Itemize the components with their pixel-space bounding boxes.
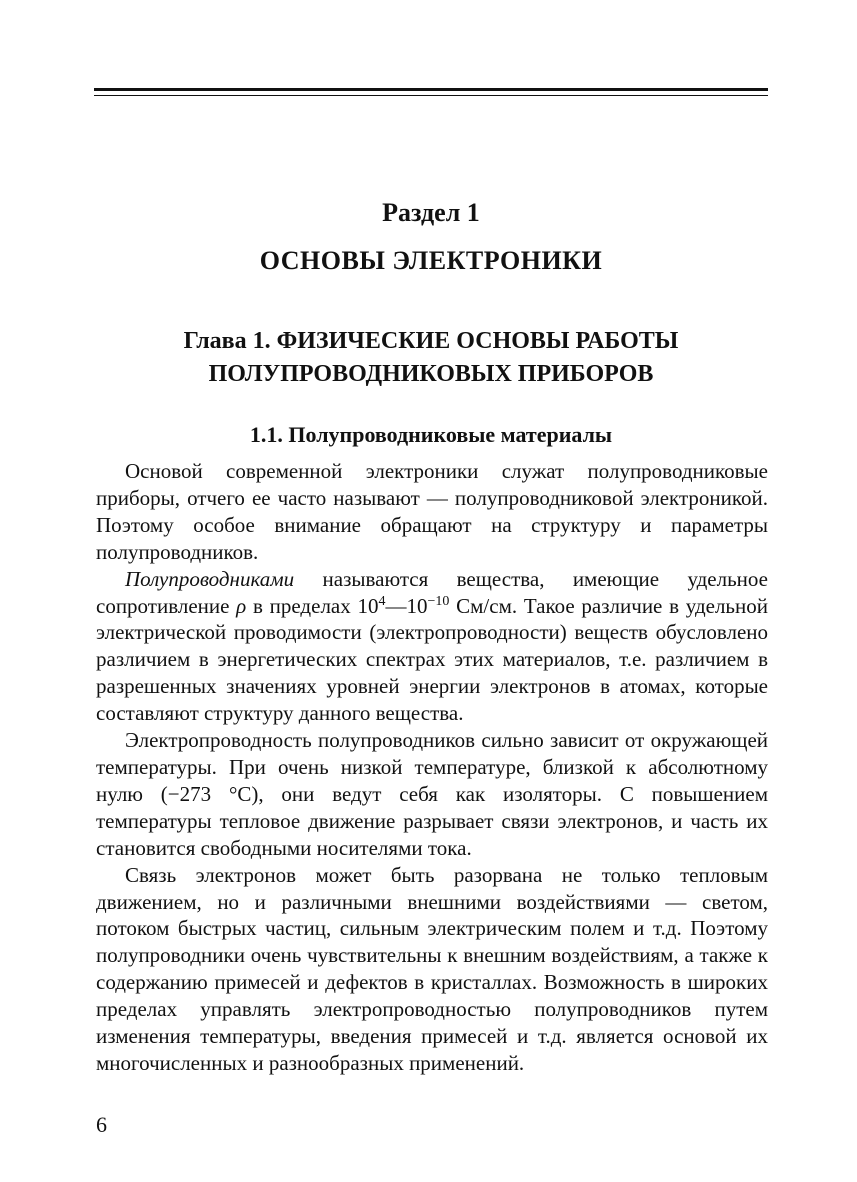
section-title: ОСНОВЫ ЭЛЕКТРОНИКИ	[259, 246, 603, 275]
rho-symbol: ρ	[236, 593, 247, 618]
body-text	[96, 458, 768, 1077]
paragraph-4: Связь электронов может быть разорвана не только тепловым движением, но и различными внешними воздействиями — светом, потоком быстрых частиц, сильным электрическим полем и т.д. Поэтому полупроводники очень чувствительны к внешним воздействиям, а также к содержанию примесей и дефектов в кристаллах. Возможность в широких пределах управлять электропроводностью полупроводников путем изменения температуры, введения примесей и т.д. является основой их многочисленных и разнообразных применений.	[96, 862, 768, 1075]
exponent-4: 4	[378, 593, 386, 609]
page-number: 6	[96, 1112, 107, 1137]
chapter-title-line-2: ПОЛУПРОВОДНИКОВЫХ ПРИБОРОВ	[208, 361, 654, 387]
exponent-minus-10: −10	[427, 593, 450, 609]
header-rule-thin	[94, 95, 768, 96]
term-semiconductors: Полупроводниками	[125, 566, 295, 591]
paragraph-2-text-c: См/см. Такое различие в удельной электрической проводимости (электропроводности) веществ обусловлено различием в энергетических спектрах этих материалов, т.е. различием в разрешенных значениях уровней энергии электронов в атомах, которые составляют структуру данного вещества.	[96, 593, 768, 726]
paragraph-2	[96, 566, 768, 727]
header-rule-thick	[94, 88, 768, 91]
section-label: Раздел 1	[382, 198, 480, 227]
paragraph-1: Основой современной электроники служат полупроводниковые приборы, отчего ее часто называют — полупроводниковой электроникой. Поэтому особое внимание обращают на структуру и параметры полупроводников.	[96, 459, 768, 564]
chapter-title-line-1: Глава 1. ФИЗИЧЕСКИЕ ОСНОВЫ РАБОТЫ	[183, 328, 679, 354]
chapter-title	[94, 325, 768, 391]
paragraph-2-text-a: называются вещества, имеющие удельное сопротивление	[96, 566, 768, 618]
subsection-title: 1.1. Полупроводниковые материалы	[249, 422, 613, 447]
paragraph-2-dash-base: —10	[385, 593, 428, 618]
paragraph-2-text-b: в пределах 10	[246, 593, 379, 618]
paragraph-3: Электропроводность полупроводников сильно зависит от окружающей температуры. При очень низкой температуре, близкой к абсолютному нулю (−273 °С), они ведут себя как изоляторы. С повышением температуры тепловое движение разрывает связи электронов, и часть их становится свободными носителями тока.	[96, 728, 768, 860]
